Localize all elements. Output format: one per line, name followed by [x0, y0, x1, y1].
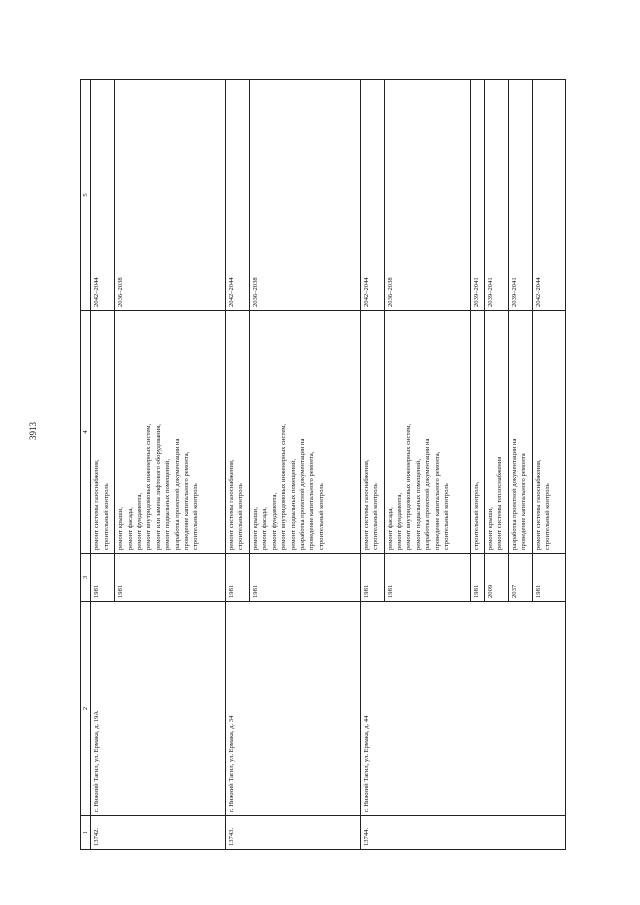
column-header: 1 — [81, 816, 91, 850]
works-cell: ремонт крыши, ремонт системы теплоснабжения — [484, 311, 508, 554]
year-cell: 1981 — [360, 554, 384, 602]
period-cell: 2039–2041 — [471, 80, 485, 311]
works-cell: строительный контроль, — [471, 311, 485, 554]
period-cell: 2036–2038 — [250, 80, 361, 311]
period-cell: 2042–2044 — [532, 80, 565, 311]
address-cell: г. Нижний Тагил, ул. Ермака, д. 44 — [360, 602, 565, 816]
year-cell: 2009 — [484, 554, 508, 602]
row-number: 13743. — [226, 816, 361, 850]
year-cell: 1981 — [115, 554, 226, 602]
works-cell: ремонт системы газоснабжения, строительный контроль — [360, 311, 384, 554]
period-cell: 2036–2038 — [384, 80, 470, 311]
year-cell: 1981 — [250, 554, 361, 602]
column-header: 3 — [81, 554, 91, 602]
column-number-row — [81, 80, 91, 850]
period-cell: 2042–2044 — [360, 80, 384, 311]
works-cell: ремонт системы газоснабжения, строительный контроль — [91, 311, 115, 554]
table-row — [226, 80, 250, 850]
works-cell: ремонт крыши, ремонт фасада, ремонт фундамента, ремонт внутридомовых инженерных систем, ремонт подвальных помещений, разработка проектной документации на проведение капитального ремонта, строительный контроль — [250, 311, 361, 554]
works-cell: ремонт крыши, ремонт фасада, ремонт фундамента, ремонт внутридомовых инженерных систем, ремонт или замена лифтового оборудования, ремонт подвальных помещений, разработка проектной документации на проведение капитального ремонта, строительный контроль — [115, 311, 226, 554]
column-header: 5 — [81, 80, 91, 311]
period-cell: 2042–2044 — [91, 80, 115, 311]
address-cell: г. Нижний Тагил, ул. Ермака, д. 34 — [226, 602, 361, 816]
table-row — [91, 80, 115, 850]
period-cell: 2036–2038 — [115, 80, 226, 311]
address-cell: г. Нижний Тагил, ул. Ермака, д. 19А — [91, 602, 226, 816]
period-cell: 2039–2041 — [484, 80, 508, 311]
works-cell: ремонт системы газоснабжения, строительный контроль — [532, 311, 565, 554]
works-cell: ремонт системы газоснабжения, строительный контроль — [226, 311, 250, 554]
year-cell: 1981 — [91, 554, 115, 602]
page-number: 3913 — [28, 422, 38, 440]
capital-repair-table — [80, 79, 566, 850]
column-header: 4 — [81, 311, 91, 554]
works-cell: разработка проектной документации на проведение капитального ремонта — [508, 311, 532, 554]
column-header: 2 — [81, 602, 91, 816]
year-cell: 2037 — [508, 554, 532, 602]
year-cell: 1981 — [384, 554, 470, 602]
period-cell: 2042–2044 — [226, 80, 250, 311]
year-cell: 1981 — [226, 554, 250, 602]
row-number: 13742. — [91, 816, 226, 850]
table-row — [360, 80, 384, 850]
rotated-table-container — [80, 80, 566, 850]
works-cell: ремонт фасада, ремонт фундамента, ремонт внутридомовых инженерных систем, ремонт подвальных помещений, разработка проектной документации на проведение капитального ремонта, строительный контроль — [384, 311, 470, 554]
year-cell: 1981 — [471, 554, 485, 602]
period-cell: 2039–2041 — [508, 80, 532, 311]
row-number: 13744. — [360, 816, 565, 850]
year-cell: 1981 — [532, 554, 565, 602]
